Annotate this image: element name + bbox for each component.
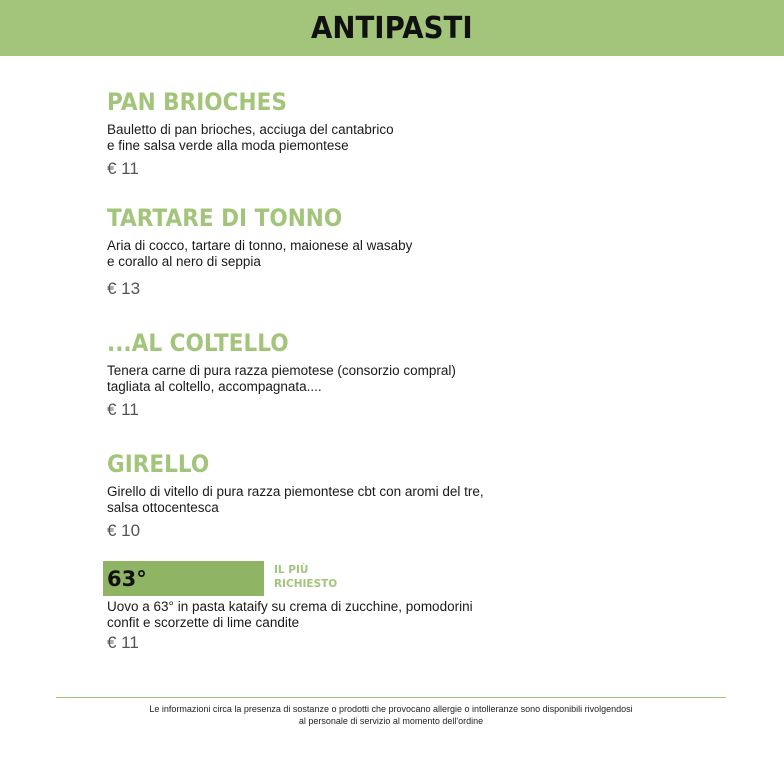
dish-name: PAN BRIOCHES xyxy=(107,88,287,116)
dish-price: € 11 xyxy=(107,400,139,419)
featured-dish-banner xyxy=(103,561,264,596)
menu-section-header xyxy=(0,0,784,56)
dish-name: GIRELLO xyxy=(107,450,210,478)
menu-item xyxy=(107,329,547,420)
section-title: ANTIPASTI xyxy=(311,10,473,46)
badge-line: RICHIESTO xyxy=(274,578,338,590)
dish-description: Bauletto di pan brioches, acciuga del cantabrico e fine salsa verde alla moda piemontese xyxy=(107,122,394,153)
menu-item xyxy=(107,450,547,541)
featured-dish-price: € 11 xyxy=(107,633,139,652)
dish-description: Girello di vitello di pura razza piemontese cbt con aromi del tre, salsa ottocentesca xyxy=(107,484,484,515)
dish-description: Tenera carne di pura razza piemotese (consorzio compral) tagliata al coltello, accompagnata.... xyxy=(107,363,456,394)
featured-dish-description: Uovo a 63° in pasta kataify su crema di zucchine, pomodorini confit e scorzette di lime candite xyxy=(107,599,473,630)
dish-price: € 13 xyxy=(107,279,141,298)
menu-item xyxy=(107,204,547,299)
badge-line: IL PIÙ xyxy=(274,564,309,576)
dish-price: € 11 xyxy=(107,159,139,178)
dish-name: TARTARE DI TONNO xyxy=(107,204,343,232)
most-requested-badge xyxy=(274,563,337,591)
dish-name: ...AL COLTELLO xyxy=(107,329,289,357)
footer-divider xyxy=(56,697,726,698)
menu-item xyxy=(107,88,547,179)
dish-price: € 10 xyxy=(107,521,141,540)
featured-dish-name: 63° xyxy=(107,566,147,591)
allergen-note: Le informazioni circa la presenza di sostanze o prodotti che provocano allergie o intolleranze sono disponibili rivolgendosi al personale di servizio al momento dell'ordine xyxy=(149,704,633,726)
dish-description: Aria di cocco, tartare di tonno, maionese al wasaby e corallo al nero di seppia xyxy=(107,238,413,269)
